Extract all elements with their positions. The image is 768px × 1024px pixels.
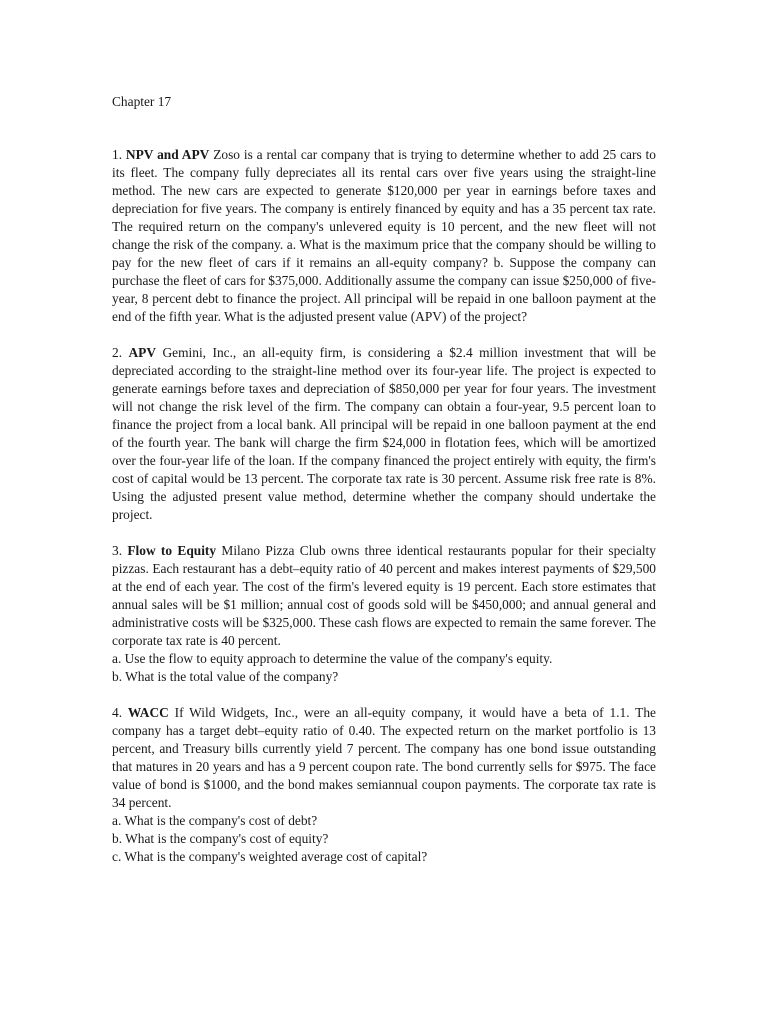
problem-3-topic: Flow to Equity: [127, 543, 217, 558]
problem-1-body: [112, 146, 656, 326]
problem-4-number: 4.: [112, 705, 123, 720]
problem-2-text: Gemini, Inc., an all-equity firm, is considering a $2.4 million investment that will be depreciated according to the straight-line method over its four-year life. The project is expected to generate earnings before taxes and depreciation of $850,000 per year for four years. The investment will not change the risk level of the firm. The company can obtain a four-year, 9.5 percent loan to finance the project from a local bank. All principal will be repaid in one balloon payment at the end of the fourth year. The bank will charge the firm $24,000 in flotation fees, which will be amortized over the four-year life of the loan. If the company financed the project entirely with equity, the firm's cost of capital would be 13 percent. The corporate tax rate is 30 percent. Assume risk free rate is 8%. Using the adjusted present value method, determine whether the company should undertake the project.: [112, 345, 656, 522]
problem-3-part-b: b. What is the total value of the company?: [112, 669, 339, 684]
problem-4-part-b: b. What is the company's cost of equity?: [112, 831, 329, 846]
problem-4-body: [112, 704, 656, 812]
problem-1-number: 1.: [112, 147, 123, 162]
problem-1-text: Zoso is a rental car company that is trying to determine whether to add 25 cars to its fleet. The company fully depreciates all its rental cars over five years using the straight-line method. The new cars are expected to generate $120,000 per year in earnings before taxes and depreciation for five years. The company is entirely financed by equity and has a 35 percent tax rate. The required return on the company's unlevered equity is 10 percent, and the new fleet will not change the risk of the company. a. What is the maximum price that the company should be willing to pay for the new fleet of cars if it remains an all-equity company? b. Suppose the company can purchase the fleet of cars for $375,000. Additionally assume the company can issue $250,000 of five-year, 8 percent debt to finance the project. All principal will be repaid in one balloon payment at the end of the fifth year. What is the adjusted present value (APV) of the project?: [112, 147, 656, 324]
problem-2-body: [112, 344, 656, 524]
problem-2-number: 2.: [112, 345, 123, 360]
problem-4: [112, 704, 656, 866]
problem-1: [112, 146, 656, 326]
problem-4-text: If Wild Widgets, Inc., were an all-equity company, it would have a beta of 1.1. The company has a target debt–equity ratio of 0.40. The expected return on the market portfolio is 13 percent, and Treasury bills currently yield 7 percent. The company has one bond issue outstanding that matures in 20 years and has a 9 percent coupon rate. The bond currently sells for $975. The face value of bond is $1000, and the bond makes semiannual coupon payments. The corporate tax rate is 34 percent.: [112, 705, 656, 810]
problem-4-part-a: a. What is the company's cost of debt?: [112, 813, 318, 828]
problem-3-number: 3.: [112, 543, 123, 558]
problem-1-topic: NPV and APV: [125, 147, 210, 162]
chapter-title: Chapter 17: [112, 94, 172, 109]
problem-4-topic: WACC: [127, 705, 169, 720]
problem-3-text: Milano Pizza Club owns three identical restaurants popular for their specialty pizzas. Each restaurant has a debt–equity ratio of 40 percent and makes interest payments of $29,500 at the end of each year. The cost of the firm's levered equity is 19 percent. Each store estimates that annual sales will be $1 million; annual cost of goods sold will be $450,000; and annual general and administrative costs will be $325,000. These cash flows are expected to remain the same forever. The corporate tax rate is 40 percent.: [112, 543, 656, 648]
problem-2-topic: APV: [128, 345, 157, 360]
problem-list: [112, 146, 656, 884]
problem-3: [112, 542, 656, 686]
problem-3-part-a: a. Use the flow to equity approach to determine the value of the company's equity.: [112, 651, 553, 666]
problem-4-part-c: c. What is the company's weighted average cost of capital?: [112, 849, 428, 864]
problem-3-body: [112, 542, 656, 650]
problem-2: [112, 344, 656, 524]
